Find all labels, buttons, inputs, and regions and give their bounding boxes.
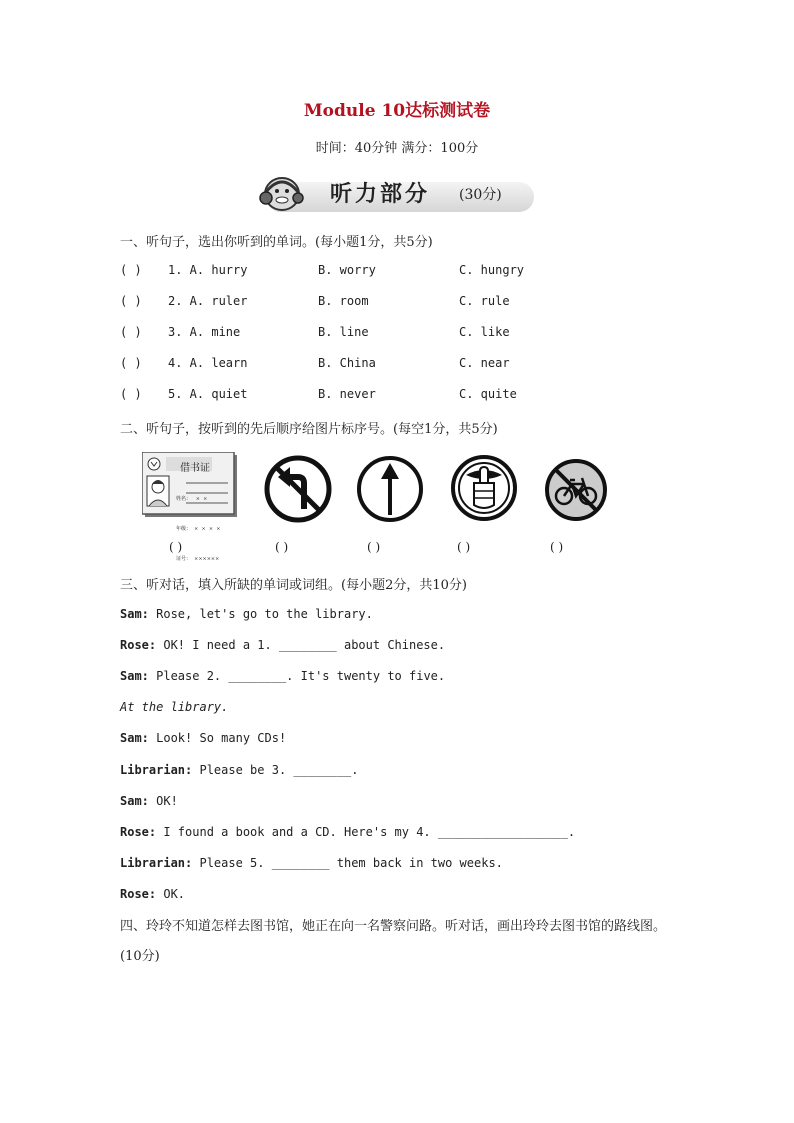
answer-blank[interactable]: ( ) <box>120 356 142 370</box>
answer-blank[interactable]: ( ) <box>120 263 142 277</box>
option-b[interactable]: B. worry <box>318 263 376 277</box>
section3-heading: 三、听对话，填入所缺的单词或词组。(每小题2分，共10分) <box>120 578 467 593</box>
headphones-mascot-icon <box>256 172 308 216</box>
no-left-turn-icon <box>264 455 332 523</box>
dialogue-text: OK! I need a 1. ________ about Chinese. <box>156 638 446 653</box>
dialogue-text: Please 2. ________. It's twenty to five. <box>148 669 446 684</box>
option-a[interactable]: 2. A. ruler <box>168 294 248 308</box>
dialogue-text: Please be 3. ________. <box>192 762 359 777</box>
dialogue-text: Please 5. ________ them back in two weeks. <box>192 855 503 870</box>
option-b[interactable]: B. room <box>318 294 369 308</box>
dialogue-line <box>120 856 503 870</box>
speaker: Sam: <box>120 731 149 746</box>
dialogue-text: OK. <box>156 886 186 901</box>
dialogue-line <box>120 825 575 839</box>
option-a[interactable]: 4. A. learn <box>168 356 248 370</box>
dialogue-line <box>120 887 185 901</box>
speaker: Sam: <box>120 669 149 684</box>
card-line: 姓名： × × <box>176 496 208 502</box>
dialogue-text: Rose, let's go to the library. <box>148 607 373 621</box>
option-b[interactable]: B. China <box>318 356 376 370</box>
option-c[interactable]: C. like <box>459 325 510 339</box>
be-quiet-icon <box>450 453 518 523</box>
answer-paren[interactable]: ( ) <box>169 540 183 554</box>
card-line: 年级： × × × × <box>176 526 221 532</box>
question-row <box>120 325 680 343</box>
answer-blank[interactable]: ( ) <box>120 325 142 339</box>
answer-blank[interactable]: ( ) <box>120 294 142 308</box>
time-info: 时间：40分钟 满分：100分 <box>315 141 479 156</box>
dialogue-text: At the library. <box>120 700 229 715</box>
speaker: Rose: <box>120 824 157 839</box>
dialogue-line <box>120 607 373 621</box>
dialogue-text: OK! <box>148 793 178 808</box>
library-card-icon <box>142 452 238 562</box>
card-line: 证号： ×××××× <box>176 556 220 562</box>
answer-paren[interactable]: ( ) <box>275 540 289 554</box>
card-title: 借书证 <box>180 463 210 474</box>
speaker: Librarian: <box>120 855 193 870</box>
speaker: Rose: <box>120 638 157 653</box>
question-row <box>120 294 680 312</box>
dialogue-line <box>120 763 358 777</box>
dialogue-line <box>120 638 445 652</box>
answer-paren[interactable]: ( ) <box>367 540 381 554</box>
dialogue-line <box>120 731 286 745</box>
speaker: Rose: <box>120 886 157 901</box>
dialogue-line <box>120 700 228 714</box>
answer-paren[interactable]: ( ) <box>550 540 564 554</box>
page-title: Module 10达标测试卷 <box>303 101 491 121</box>
option-a[interactable]: 5. A. quiet <box>168 387 248 401</box>
option-c[interactable]: C. quite <box>459 387 517 401</box>
answer-blank[interactable]: ( ) <box>120 387 142 401</box>
dialogue-line <box>120 794 178 808</box>
section4-text: 四、玲玲不知道怎样去图书馆，她正在向一名警察问路。听对话，画出玲玲去图书馆的路线图。(10分) <box>120 919 667 964</box>
speaker: Librarian: <box>120 762 193 777</box>
answer-paren[interactable]: ( ) <box>457 540 471 554</box>
dialogue-text: I found a book and a CD. Here's my 4. __________________. <box>156 824 576 839</box>
dialogue-text: Look! So many CDs! <box>148 731 287 746</box>
option-c[interactable]: C. hungry <box>459 263 525 277</box>
speaker: Sam: <box>120 793 149 808</box>
section1-heading: 一、听句子，选出你听到的单词。(每小题1分，共5分) <box>120 235 433 250</box>
option-a[interactable]: 3. A. mine <box>168 325 241 339</box>
option-b[interactable]: B. never <box>318 387 376 401</box>
option-c[interactable]: C. near <box>459 356 510 370</box>
dialogue-line <box>120 669 445 683</box>
banner-score: (30分) <box>459 187 502 203</box>
option-a[interactable]: 1. A. hurry <box>168 263 248 277</box>
question-row <box>120 356 680 374</box>
question-row <box>120 387 680 405</box>
speaker: Sam: <box>120 607 149 621</box>
section-banner <box>256 172 536 214</box>
banner-title: 听力部分 <box>330 182 431 207</box>
option-c[interactable]: C. rule <box>459 294 510 308</box>
go-straight-icon <box>356 455 424 523</box>
no-bicycles-icon <box>544 458 608 522</box>
section2-heading: 二、听句子，按听到的先后顺序给图片标序号。(每空1分，共5分) <box>120 422 498 437</box>
question-row <box>120 263 680 281</box>
option-b[interactable]: B. line <box>318 325 369 339</box>
